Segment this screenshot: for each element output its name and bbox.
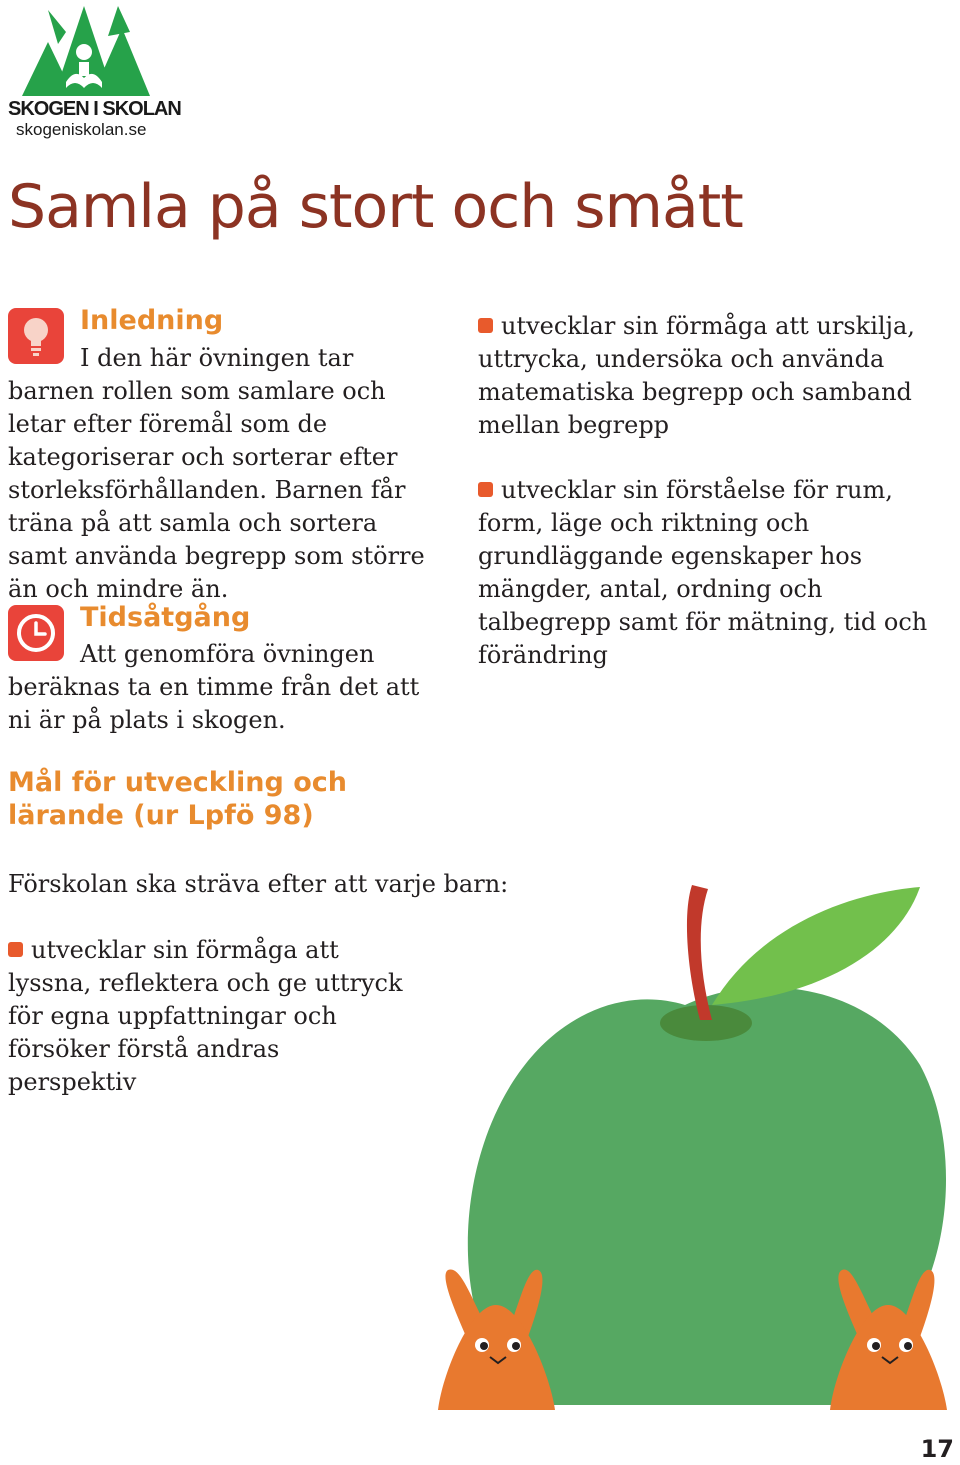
page-number: 17 bbox=[920, 1435, 954, 1463]
goals-list-right bbox=[478, 310, 928, 704]
goals-list-left bbox=[8, 934, 408, 1131]
intro-text: I den här övningen tar barnen rollen som samlare och letar efter föremål som de kategoriserar och sorterar efter storleksförhållanden. Barnen får träna på att samla och sortera samt använda begrepp som större än och mindre än. bbox=[8, 344, 425, 603]
logo bbox=[8, 2, 181, 142]
list-item: utvecklar sin förståelse för rum, form, läge och riktning och grundläggande egenskaper hos mängder, antal, ordning och talbegrepp samt för mätning, tid och förändring bbox=[478, 476, 928, 669]
bullet-icon bbox=[478, 318, 493, 333]
logo-name: SKOGEN I SKOLAN bbox=[8, 98, 181, 120]
list-item: utvecklar sin förmåga att lyssna, reflektera och ge uttryck för egna uppfattningar och försöker förstå andras perspektiv bbox=[8, 936, 403, 1096]
time-heading: Tidsåtgång bbox=[80, 602, 251, 633]
logo-url: skogeniskolan.se bbox=[16, 120, 147, 139]
apple-illustration bbox=[430, 875, 960, 1435]
page-title: Samla på stort och smått bbox=[8, 172, 743, 242]
bullet-icon bbox=[478, 482, 493, 497]
bullet-icon bbox=[8, 942, 23, 957]
goals-lead: Förskolan ska sträva efter att varje barn: bbox=[8, 870, 509, 898]
goals-heading: Mål för utveckling och lärande (ur Lpfö 98) bbox=[8, 767, 347, 831]
intro-heading: Inledning bbox=[80, 305, 224, 336]
list-item: utvecklar sin förmåga att urskilja, uttrycka, undersöka och använda matematiska begrepp och samband mellan begrepp bbox=[478, 312, 915, 439]
time-text: Att genomföra övningen beräknas ta en timme från det att ni är på plats i skogen. bbox=[8, 640, 420, 734]
forest-logo-icon bbox=[8, 2, 168, 98]
